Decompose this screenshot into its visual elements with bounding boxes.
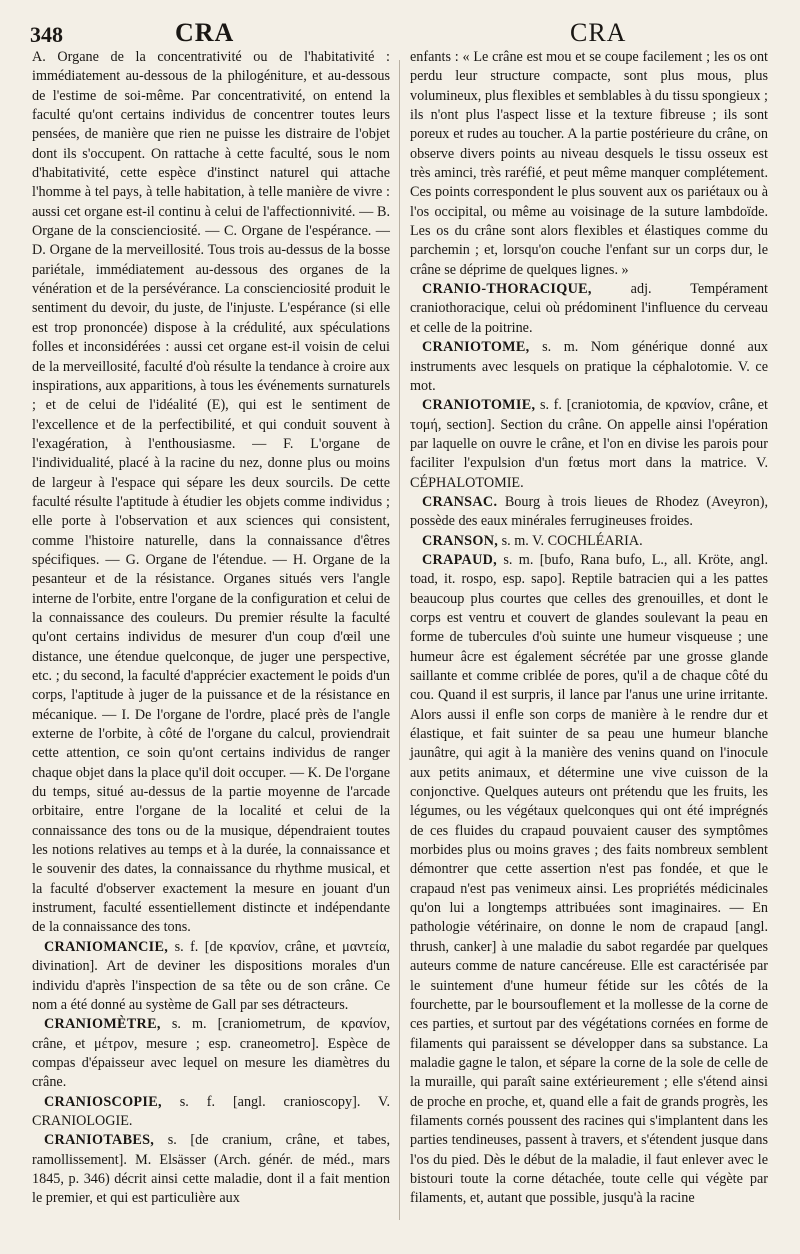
running-head-left: CRA: [175, 18, 235, 47]
entry-craniotomie: [410, 396, 768, 493]
entry-cranioscopie: [32, 1093, 390, 1132]
column-divider: [399, 60, 400, 1220]
headword: CRANIO-THORACIQUE,: [422, 281, 592, 298]
left-column: [32, 48, 390, 1209]
running-head-right: CRA: [570, 18, 627, 47]
entry-craniometre: [32, 1015, 390, 1092]
headword: CRANIOTOME,: [422, 339, 530, 356]
headword: CRANSON,: [422, 532, 499, 549]
headword: CRANIOSCOPIE,: [44, 1093, 162, 1110]
craniotabes-continuation: enfants : « Le crâne est mou et se coupe facilement ; les os ont perdu leur structure compacte, sont plus mous, plus volumineux, plus flexibles et semblables à du tissu spongieux ; ils n'ont plus l'aspect lisse et la texture fibreuse ; ils sont poreux et rudes au toucher. A la partie postérieure du crâne, on observe divers points au niveau desquels le tissu osseux est très aminci, très raréfié, et peut même manquer complétement. Ces points correspondent le plus souvent aux os pariétaux ou à l'os occipital, ou même au voisinage de la suture lambdoïde. Les os du crâne sont alors flexibles et élastiques comme du parchemin ; et, lorsqu'on couche l'enfant sur un corps dur, le crâne se déprime de quelques lignes. »: [410, 49, 768, 278]
entry-text: adj. Tempérament craniothoracique, celui où prédominent l'influence du cerveau et celle de la poitrine.: [410, 281, 768, 336]
headword: CRANIOMANCIE,: [44, 938, 169, 955]
entry-crapaud: [410, 551, 768, 1209]
entry-text: s. [de cranium, crâne, et tabes, ramollissement]. M. Elsässer (Arch. génér. de méd., mars 1845, p. 346) décrit ainsi cette maladie, dont il a fait mention le premier, et qui est particulière aux: [32, 1132, 390, 1207]
entry-cranson: [410, 532, 768, 551]
phrenology-organs-paragraph: A. Organe de la concentrativité ou de l'habitativité : immédiatement au-dessous de la philogéniture, et au-dessous de l'estime de soi-même. Par concentrativité, on entend la faculté qu'ont certains individus de concentrer toutes leurs pensées, de manière que rien ne puisse les distraire de l'objet dont ils s'occupent. On rattache à cette faculté, sous le nom d'habitativité, cette espèce d'instinct naturel qui attache l'homme à tel pays, à telle habitation, à telle manière de vivre : aussi cet organe est-il continu à celui de l'affectionnivité. — B. Organe de la conscienciosité. — C. Organe de l'espérance. — D. Organe de la merveillosité. Tous trois au-dessus de la bosse pariétale, immédiatement au-dessous des organes de la vénération et de la persévérance. La conscienciosité produit le sentiment du devoir, du juste, de l'injuste. L'espérance (si elle est trop prononcée) dispose à la crédulité, aux spéculations folles et inconsidérées : aussi cet organe est-il voisin de celui de la merveillosité, faculté d'où résulte la tendance à croire aux inspirations, aux apparitions, à tous les événements surnaturels ; et de celui de l'idéalité (E), qui est le sentiment de l'excellence et de la perfectibilité, et qui conduit souvent à l'exagération, à l'enthousiasme. — F. L'organe de l'individualité, placé à la racine du nez, donne plus ou moins de largeur à l'espace qui sépare les deux sourcils. De cette faculté résulte l'aptitude à étudier les objets comme individus ; elle porte à l'observation et aux sciences qui consistent, comme l'histoire naturelle, dans la connaissance d'êtres spécifiques. — G. Organe de l'étendue. — H. Organe de la pesanteur et de la résistance. Organes situés vers l'angle interne de l'orbite, entre l'organe de la configuration et celui de la connaissance des couleurs. Du premier résulte la faculté qu'ont certains individus de mesurer d'un coup d'œil une distance, une étendue quelconque, de juger une perspective, etc. ; du second, la faculté d'apprécier exactement le poids d'un corps, l'aptitude à juger de la puissance et de la résistance en mécanique. — I. De l'organe de l'ordre, placé près de l'angle externe de l'orbite, à côté de l'organe du calcul, proviendrait cette attention, ce soin qu'ont certains individus de ranger chaque objet dans la place qu'il doit occuper. — K. De l'organe du temps, situé au-dessus de la partie moyenne de l'arcade orbitaire, entre l'organe de la localité et celui de la connaissance des tons ou de la musique, dépendraient toutes les notions relatives au temps et à la durée, la connaissance et le souvenir des dates, la connaissance du rhythme musical, et la faculté d'observer exactement la mesure en jouant d'un instrument, faculté essentiellement distincte et indépendante de la connaissance des tons.: [32, 49, 390, 936]
entry-craniotome: [410, 338, 768, 396]
entry-text: s. f. [de κρανίον, crâne, et μαντεία, divination]. Art de deviner les dispositions morales d'un individu d'après l'inspection de sa tête ou de son crâne. Ce nom a été donné au système de Gall par ses détracteurs.: [32, 938, 391, 1013]
page-header: [0, 16, 800, 46]
entry-text: s. f. [angl. cranioscopy]. V. CRANIOLOGIE.: [32, 1093, 391, 1129]
entry-craniotabes: [32, 1131, 390, 1208]
entry-text: s. m. [bufo, Rana bufo, L., all. Kröte, angl. toad, it. rospo, esp. sapo]. Reptile batracien qui a les pattes beaucoup plus courtes que celles des grenouilles, et dont le corps est ventru et couvert de glandes soulevant la peau en forme de tubercules d'où suinte une humeur visqueuse ; une humeur âcre est également sécrétée par une grosse glande saillante et comme criblée de pores, qu'il a de chaque côté du cou. Quand il est surpris, il lance par l'anus une urine irritante. Alors aussi il enfle son corps de manière à le rendre dur et élastique, et fait suinter de sa peau une humeur blanche jaunâtre, qui agit à la manière des venins quand on l'inocule aux petits animaux, et détermine une vive cuisson de la conjonctive. Quelques auteurs ont prétendu que les fruits, les légumes, ou les végétaux quelconques qui ont été imprégnés de ces fluides du crapaud pouvaient causer des symptômes morbides plus ou moins graves ; des faits nombreux semblent démontrer que cette assertion n'est pas fondée, et que le crapaud n'est pas venimeux ainsi. Les propriétés médicinales qu'on lui a longtemps attribuées sont imaginaires. — En pathologie vétérinaire, on donne le nom de crapaud [angl. thrush, canker] à une maladie du sabot regardée par quelques auteurs comme de nature cancéreuse. Elle est caractérisée par le suintement d'une humeur fétide sur les côtés de la fourchette, par le boursouflement et la mollesse de la corne de ces parties, et surtout par des végétations cornées en forme de filaments qui paraissent se développer dans sa substance. La maladie gagne le talon, et sépare la corne de la sole de celle de la muraille, qui paraît saine extérieurement ; elle s'étend ainsi de proche en proche, et, quand elle a fait de grands progrès, les filaments cornés poussent des racines qui s'implantent dans les parties tendineuses, passent à travers, et s'étendent jusque dans l'os du pied. Dès le début de la maladie, il faut enlever avec le bistouri toute la corne détachée, toute celle qui végète par filaments, et, autant que possible, jusqu'à la racine: [410, 551, 768, 1207]
entry-craniomancie: [32, 938, 390, 1015]
entry-cransac: [410, 493, 768, 532]
page-number: 348: [30, 22, 63, 47]
headword: CRANIOTOMIE,: [422, 397, 536, 414]
entry-text: s. f. [craniotomia, de κρανίον, crâne, et τομή, section]. Section du crâne. On appelle ainsi l'opération par laquelle on ouvre le crâne, et l'on en divise les parois pour faciliter l'expulsion d'un fœtus mort dans la matrice. V. CÉPHALOTOMIE.: [410, 397, 768, 491]
entry-cranio-thoracique: [410, 280, 768, 338]
entry-text: Bourg à trois lieues de Rhodez (Aveyron), possède des eaux minérales ferrugineuses froides.: [410, 493, 769, 530]
headword: CRANIOTABES,: [44, 1132, 155, 1149]
headword: CRAPAUD,: [422, 551, 498, 568]
entry-text: s. m. V. COCHLÉARIA.: [501, 532, 643, 549]
entry-text: s. m. [craniometrum, de κρανίον, crâne, et μέτρον, mesure ; esp. craneometro]. Espèce de compas d'épaisseur avec lequel on mesure les diamètres du crâne.: [32, 1016, 391, 1091]
right-column: [410, 48, 768, 1209]
headword: CRANIOMÈTRE,: [44, 1016, 161, 1033]
headword: CRANSAC.: [422, 493, 498, 510]
entry-text: s. m. Nom générique donné aux instruments avec lesquels on pratique la céphalotomie. V. ce mot.: [410, 339, 769, 394]
